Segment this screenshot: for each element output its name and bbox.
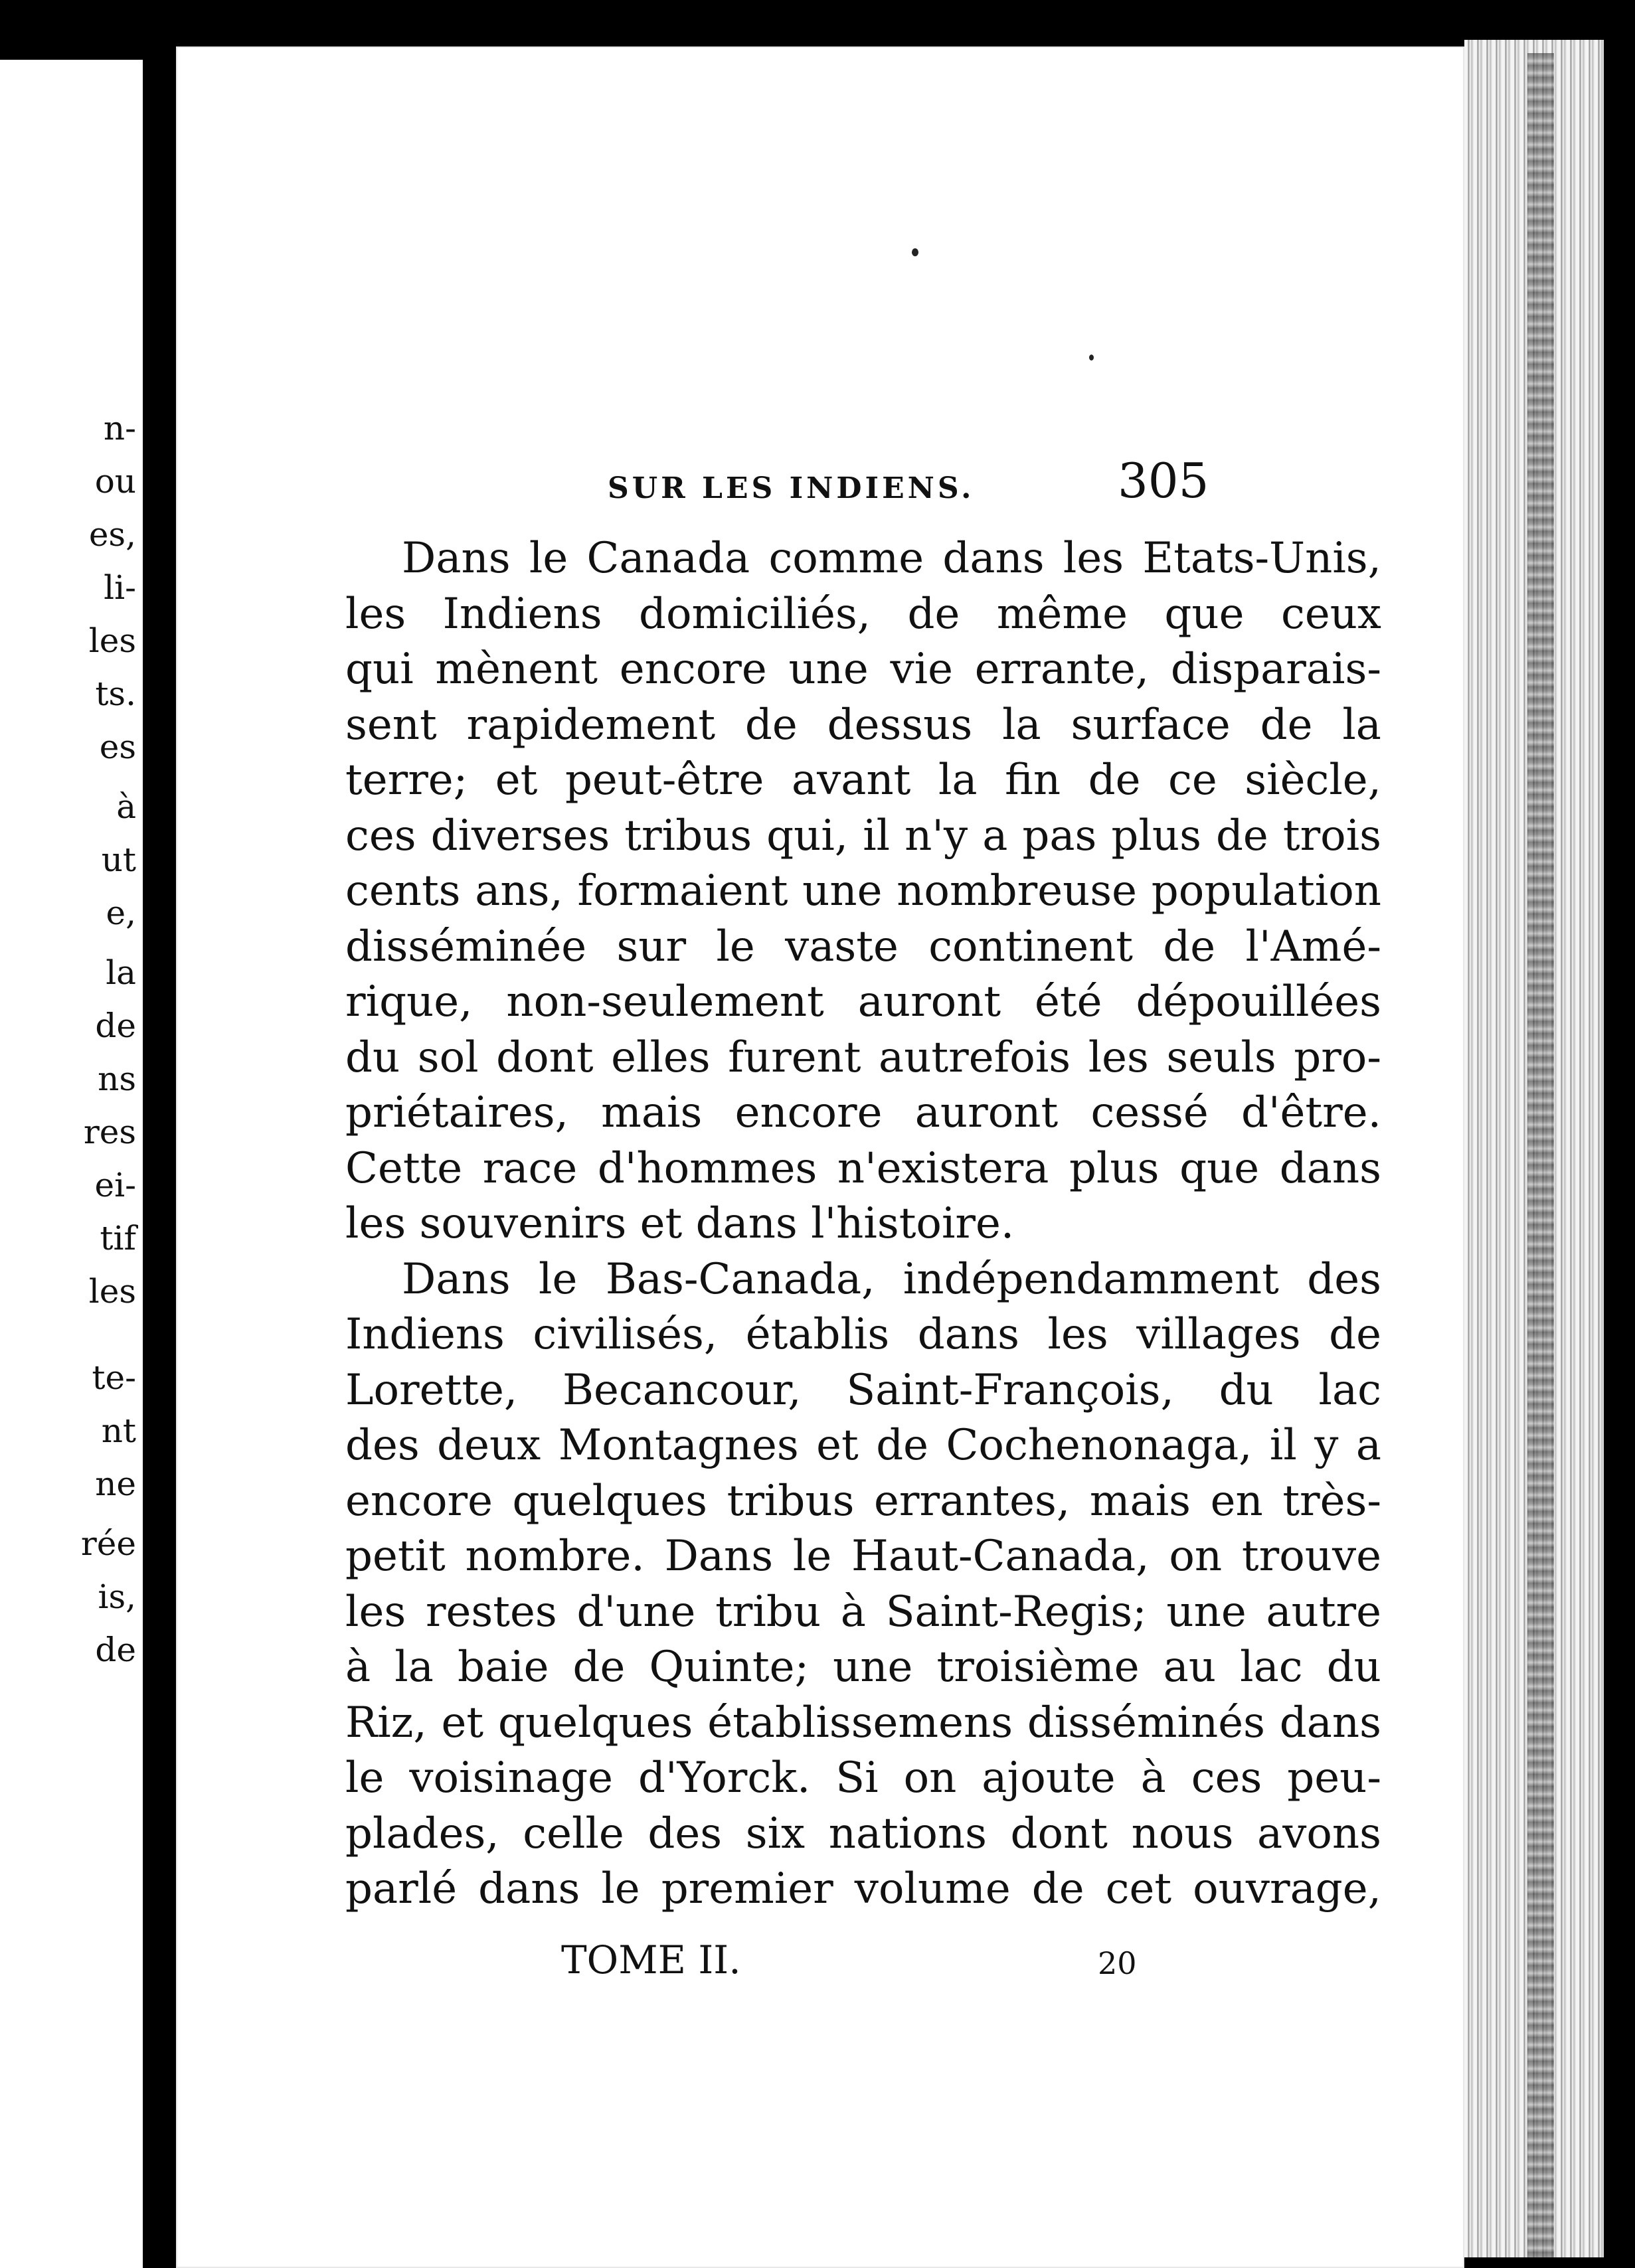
word: celle [523, 1809, 624, 1858]
book-page [176, 46, 1464, 2268]
word: race [482, 1143, 578, 1193]
text-line [345, 642, 1381, 698]
word: très- [1282, 1476, 1381, 1526]
text-line [345, 920, 1381, 975]
word: peut-être [564, 756, 764, 805]
background-right [1604, 27, 1635, 2268]
word: du [1219, 1365, 1274, 1415]
left-page-line-fragment: ts. [95, 675, 136, 713]
word: disparais- [1170, 645, 1381, 694]
word: des [345, 1421, 420, 1470]
text-line [345, 1529, 1381, 1585]
text-line [345, 809, 1381, 864]
word: fin [1005, 756, 1061, 805]
word: la [1002, 700, 1041, 750]
word: restes [425, 1587, 557, 1637]
word: tribus [727, 1476, 855, 1526]
word: à [345, 1643, 371, 1692]
word: comme [768, 534, 924, 583]
left-page-line-fragment: tif [100, 1219, 136, 1257]
word: de [1088, 756, 1141, 805]
word: sent [345, 700, 437, 750]
word: mais [1089, 1476, 1191, 1526]
word: la [394, 1643, 434, 1692]
word: les [1047, 1310, 1108, 1359]
word: auront [914, 1088, 1059, 1137]
word: le [716, 922, 755, 971]
word: de [876, 1421, 929, 1470]
word: pro- [1294, 1032, 1381, 1082]
word: cet [1105, 1864, 1172, 1913]
left-page-line-fragment: es [99, 728, 136, 766]
word: dans [1279, 1143, 1381, 1193]
left-page-line-fragment: ei- [94, 1166, 136, 1204]
word: errantes, [874, 1476, 1071, 1526]
word: indépendamment [903, 1254, 1279, 1304]
word: ouvrage, [1193, 1864, 1381, 1913]
word: on [1169, 1532, 1223, 1581]
word: continent [928, 922, 1133, 971]
word: à [1140, 1753, 1166, 1803]
word: lac [1318, 1365, 1381, 1415]
word: vaste [785, 922, 899, 971]
word: vie [890, 645, 953, 694]
text-line [345, 531, 1381, 587]
left-page-line-fragment: ou [94, 462, 136, 501]
word: plus [1069, 1143, 1160, 1193]
word: population [1151, 866, 1381, 916]
word: dépouillées [1136, 977, 1381, 1026]
left-page-line-fragment: rée [80, 1524, 136, 1563]
word: et [495, 756, 538, 805]
word: seuls [1166, 1032, 1276, 1082]
word: il [1269, 1421, 1297, 1470]
word: furent [728, 1032, 861, 1082]
page-footer [176, 1932, 1464, 1998]
word: pas [1022, 811, 1097, 860]
word: mais [601, 1088, 703, 1137]
word: quelques [512, 1476, 707, 1526]
word: les [1088, 1032, 1149, 1082]
word: une [833, 1643, 913, 1692]
word: même [996, 589, 1128, 639]
word: une [1166, 1587, 1247, 1637]
word: dans [1279, 1698, 1381, 1747]
word: Cette [345, 1143, 463, 1193]
word: établissemens [707, 1698, 1013, 1747]
word: dans [917, 1310, 1019, 1359]
page-header [176, 412, 1464, 509]
word: mènent [435, 645, 598, 694]
word: d'être. [1241, 1088, 1381, 1137]
word: à [840, 1587, 866, 1637]
left-page-line-fragment: n- [103, 409, 136, 447]
word: d'hommes [597, 1143, 818, 1193]
word: la [1342, 700, 1381, 750]
word: disséminée [345, 922, 587, 971]
word: a [982, 811, 1008, 860]
left-page-line-fragment: ut [101, 841, 136, 879]
word: dans [478, 1864, 580, 1913]
word: établis [745, 1310, 890, 1359]
left-page-line-fragment: te- [92, 1358, 136, 1397]
word: Quinte; [649, 1643, 809, 1692]
word: de [1031, 1864, 1084, 1913]
word: Si [835, 1753, 879, 1803]
word: Dans [402, 534, 511, 583]
word: civilisés, [533, 1310, 718, 1359]
word: quelques [497, 1698, 693, 1747]
left-page-line-fragment: e, [106, 894, 136, 932]
word: tribu [715, 1587, 821, 1637]
word: diverses [430, 811, 610, 860]
word: voisinage [409, 1753, 613, 1803]
word: ces [345, 811, 416, 860]
word: dont [496, 1032, 594, 1082]
sheet-number: 20 [1098, 1945, 1137, 1981]
word: autrefois [879, 1032, 1071, 1082]
word: au [1163, 1643, 1217, 1692]
word: Becancour, [562, 1365, 802, 1415]
word: priétaires, [345, 1088, 568, 1137]
word: encore [345, 1476, 493, 1526]
word: de [1215, 811, 1268, 860]
word: Dans [402, 1254, 511, 1304]
word: six [745, 1809, 806, 1858]
word: du [1326, 1643, 1381, 1692]
left-page-line-fragment: res [83, 1113, 136, 1151]
word: on [903, 1753, 957, 1803]
word: ans, [475, 866, 563, 916]
word: auront [857, 977, 1001, 1026]
word: n'existera [837, 1143, 1049, 1193]
left-page-line-fragment: à [116, 787, 136, 826]
text-line [345, 753, 1381, 809]
word: Cochenonaga, [946, 1421, 1252, 1470]
word: villages [1136, 1310, 1301, 1359]
word: elles [611, 1032, 711, 1082]
word: sol [417, 1032, 479, 1082]
word: le [529, 534, 568, 583]
word: cessé [1090, 1088, 1209, 1137]
left-page-line-fragment: nt [101, 1412, 136, 1450]
word: le [792, 1532, 832, 1581]
word: et [441, 1698, 484, 1747]
word: disséminés [1027, 1698, 1265, 1747]
word: n'y [904, 811, 968, 860]
word: deux [437, 1421, 541, 1470]
word: ce [1168, 756, 1217, 805]
word: que [1179, 1143, 1260, 1193]
left-page-line-fragment: les [88, 1272, 136, 1311]
word: le [539, 1254, 578, 1304]
word: des [1307, 1254, 1381, 1304]
word: des [647, 1809, 723, 1858]
left-page-line-fragment: ne [95, 1465, 136, 1503]
word: d'Yorck. [638, 1753, 811, 1803]
text-line [345, 1474, 1381, 1530]
body-text [345, 531, 1381, 1917]
word: de [1260, 700, 1313, 750]
word: de [1329, 1310, 1381, 1359]
text-line [345, 975, 1381, 1030]
word: terre; [345, 756, 468, 805]
word: Saint-François, [846, 1365, 1174, 1415]
word: Dans [664, 1532, 774, 1581]
left-page-line-fragment: ns [98, 1060, 136, 1098]
word: rapidement [466, 700, 716, 750]
word: lac [1240, 1643, 1303, 1692]
left-page-line-fragment: es, [88, 515, 136, 554]
left-page-line-fragment: de [95, 1631, 136, 1669]
word: trouve [1241, 1532, 1381, 1581]
word: et [816, 1421, 859, 1470]
word: une [802, 866, 883, 916]
word: plades, [345, 1809, 499, 1858]
word: dans [942, 534, 1045, 583]
word: ces [1191, 1753, 1262, 1803]
word: Canada [586, 534, 750, 583]
word: dont [1010, 1809, 1108, 1858]
word: surface [1071, 700, 1231, 750]
word: les [1063, 534, 1124, 583]
word: que [1164, 589, 1245, 639]
word: de [744, 700, 798, 750]
left-page-fragment [0, 60, 143, 2268]
word: tribus [624, 811, 752, 860]
page-number: 305 [1118, 453, 1209, 509]
word: Etats-Unis, [1142, 534, 1381, 583]
word: avant [791, 756, 911, 805]
volume-signature: TOME II. [561, 1937, 741, 1983]
text-line: les souvenirs et dans l'histoire. [345, 1199, 1015, 1248]
word: a [1355, 1421, 1381, 1470]
word: les [345, 1587, 406, 1637]
word: qui [345, 645, 414, 694]
word: premier [661, 1864, 833, 1913]
word: qui, [766, 811, 849, 860]
word: parlé [345, 1864, 458, 1913]
word: nous [1131, 1809, 1234, 1858]
word: Lorette, [345, 1365, 518, 1415]
word: en [1210, 1476, 1263, 1526]
left-page-line-fragment: les [88, 621, 136, 660]
word: peu- [1287, 1753, 1381, 1803]
word: Riz, [345, 1698, 427, 1747]
word: de [907, 589, 960, 639]
ink-speck [1089, 355, 1094, 361]
text-line [345, 1086, 1381, 1141]
left-page-line-fragment: is, [98, 1578, 136, 1616]
word: avons [1257, 1809, 1381, 1858]
text-line [345, 1862, 1381, 1917]
left-page-line-fragment: li- [104, 568, 136, 607]
word: siècle, [1245, 756, 1381, 805]
word: la [938, 756, 978, 805]
text-line [345, 1751, 1381, 1807]
word: baie [457, 1643, 549, 1692]
running-head: SUR LES INDIENS. [608, 471, 975, 505]
word: domiciliés, [639, 589, 871, 639]
word: le [345, 1753, 385, 1803]
text-line [345, 1696, 1381, 1751]
word: cents [345, 866, 461, 916]
text-line [345, 1807, 1381, 1862]
word: d'une [576, 1587, 696, 1637]
word: de [572, 1643, 626, 1692]
word: trois [1282, 811, 1381, 860]
word: errante, [974, 645, 1150, 694]
text-line [345, 1307, 1381, 1363]
word: encore [734, 1088, 883, 1137]
word: Haut-Canada, [851, 1532, 1150, 1581]
word: plus [1111, 811, 1201, 860]
left-page-line-fragment: la [106, 953, 136, 992]
word: une [788, 645, 869, 694]
word: non-seulement [506, 977, 824, 1026]
text-line [345, 1640, 1381, 1696]
text-line [345, 1252, 1381, 1308]
word: petit [345, 1532, 446, 1581]
page-edges-shadow [1527, 53, 1554, 2257]
word: Montagnes [558, 1421, 799, 1470]
word: Bas-Canada, [605, 1254, 875, 1304]
text-line [345, 1418, 1381, 1474]
word: autre [1266, 1587, 1381, 1637]
word: il [863, 811, 891, 860]
left-page-line-fragment: de [95, 1007, 136, 1045]
word: Indiens [345, 1310, 505, 1359]
word: sur [616, 922, 687, 971]
word: volume [854, 1864, 1011, 1913]
word: dessus [827, 700, 973, 750]
text-line [345, 1363, 1381, 1419]
word: nombreuse [897, 866, 1137, 916]
text-line [345, 1141, 1381, 1197]
word: Indiens [442, 589, 602, 639]
ink-speck [912, 248, 918, 256]
text-line [345, 1585, 1381, 1641]
word: nombre. [465, 1532, 645, 1581]
word: encore [619, 645, 767, 694]
word: Saint-Regis; [885, 1587, 1147, 1637]
word: été [1035, 977, 1102, 1026]
text-line [345, 864, 1381, 920]
word: rique, [345, 977, 473, 1026]
text-line [345, 587, 1381, 643]
word: troisième [936, 1643, 1140, 1692]
text-line [345, 698, 1381, 754]
word: du [345, 1032, 400, 1082]
word: ceux [1280, 589, 1381, 639]
word: de [1163, 922, 1216, 971]
word: les [345, 589, 406, 639]
word: ajoute [982, 1753, 1116, 1803]
word: l'Amé- [1245, 922, 1381, 971]
word: nations [828, 1809, 987, 1858]
word: formaient [577, 866, 788, 916]
word: le [601, 1864, 640, 1913]
word: y [1314, 1421, 1339, 1470]
text-line [345, 1030, 1381, 1086]
